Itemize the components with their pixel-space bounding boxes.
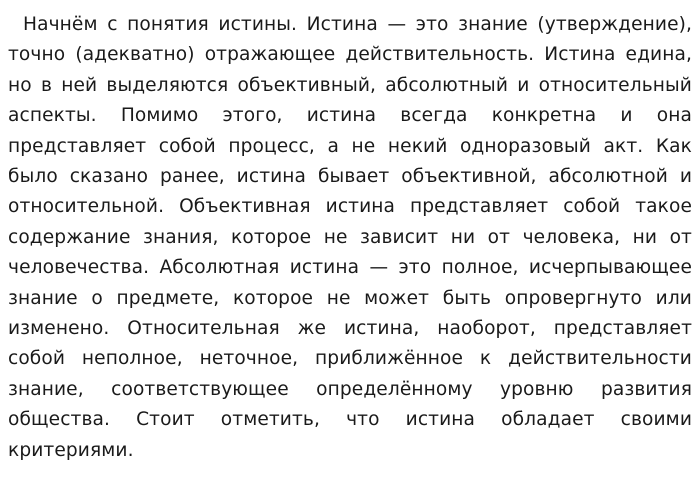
body-paragraph: Начнём с понятия истины. Истина — это знание (утверждение), точно (адекватно) отражающее действительность. Истина едина, но в ней выделяются объективный, абсолютный и относительный аспекты. Помимо этого, истина всегда конкретна и она представляет собой процесс, а не некий одноразовый акт. Как было сказано ранее, истина бывает объективной, абсолютной и относительной. Объективная истина представляет собой такое содержание знания, которое не зависит ни от человека, ни от человечества. Абсолютная истина — это полное, исчерпывающее знание о предмете, которое не может быть опровергнуто или изменено. Относительная же истина, наоборот, представляет собой неполное, неточное, приближённое к действительности знание, соответствующее определённому уровню развития общества. Стоит отметить, что истина обладает своими критериями.: [8, 14, 692, 461]
